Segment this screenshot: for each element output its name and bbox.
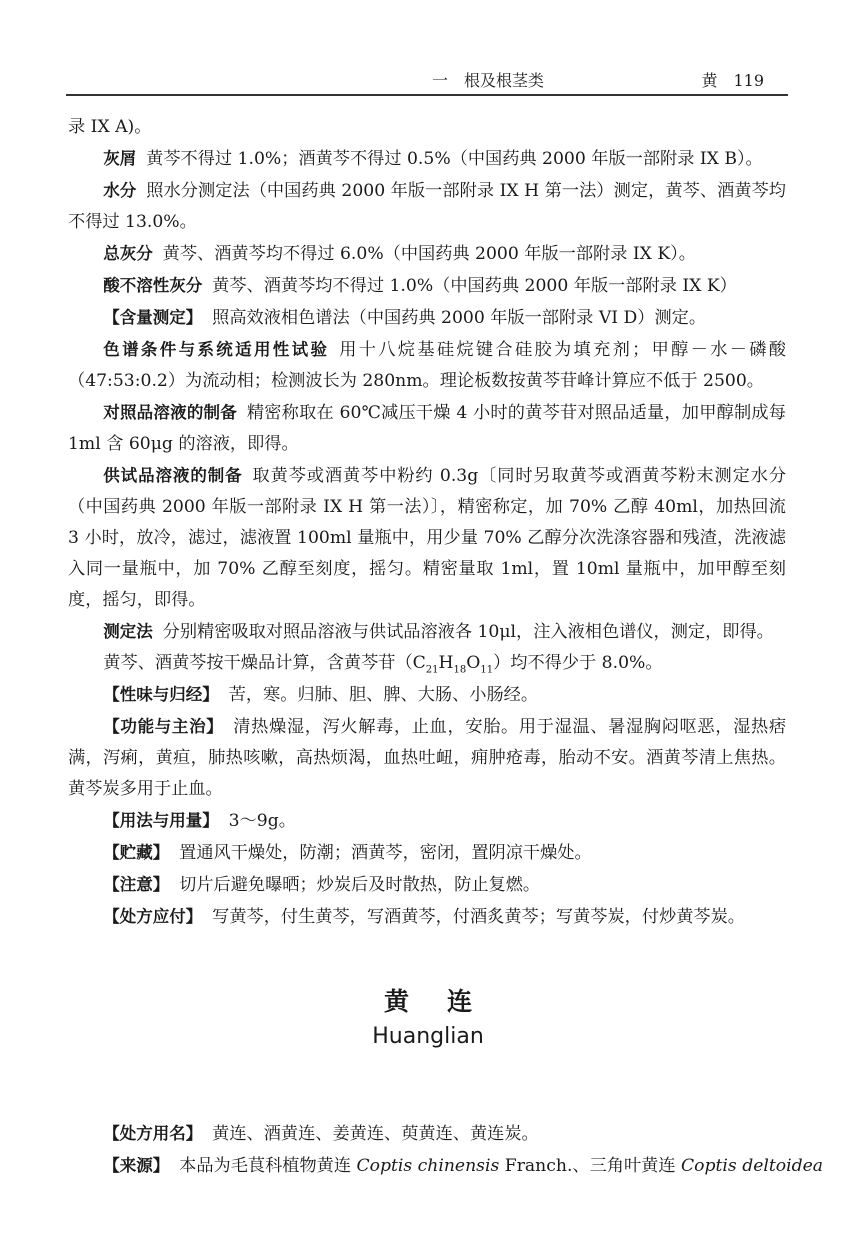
running-header — [66, 62, 788, 96]
section-label: 【功能与主治】 — [103, 717, 224, 736]
section-label: 灰屑 — [103, 149, 137, 168]
section-label: 供试品溶液的制备 — [103, 466, 243, 485]
section-text: 黄芩、酒黄芩均不得过 6.0%（中国药典 2000 年版一部附录 IX K）。 — [162, 244, 696, 264]
section-text: 置通风干燥处，防潮；酒黄芩，密闭，置阴凉干燥处。 — [179, 843, 592, 863]
section-text: 照高效液相色谱法（中国药典 2000 年版一部附录 VI D）测定。 — [212, 308, 707, 328]
entry-title: 黄连 — [383, 987, 510, 1016]
continuation-line: 录 IX A)。 — [68, 117, 152, 137]
content-result-paragraph: 黄芩、酒黄芩按干燥品计算，含黄芩苷$(C_{21}H_{18}O_{11})$均不得少于 8.0%。 — [103, 653, 663, 676]
section-paragraph — [68, 869, 786, 901]
section-paragraph — [68, 302, 786, 334]
section-text: 苦，寒。归肺、胆、脾、大肠、小肠经。 — [228, 685, 539, 705]
section-label: 【处方应付】 — [103, 907, 203, 926]
section-paragraph — [68, 175, 786, 238]
section-label: 总灰分 — [103, 244, 153, 263]
section-paragraph — [68, 334, 786, 397]
section-label: 【贮藏】 — [103, 843, 170, 862]
section-text: 取黄芩或酒黄芩中粉约 0.3g〔同时另取黄芩或酒黄芩粉末测定水分（中国药典 2000 年版一部附录 IX H 第一法）〕，精密称定，加 70% 乙醇 40ml，加热回流 3 小时，放冷，滤过，滤液置 100ml 量瓶中，用少量 70% 乙醇分次洗涤容器和残渣，洗液滤入同一量瓶中，加 70% 乙醇至刻度，摇匀。精密量取 1ml，置 10ml 量瓶中，加甲醇至刻度，摇匀，即得。 — [68, 466, 787, 610]
section-paragraph — [68, 679, 786, 711]
section-text: 黄芩不得过 1.0%；酒黄芩不得过 0.5%（中国药典 2000 年版一部附录 IX B）。 — [146, 149, 763, 169]
section-text: 精密称取在 60℃减压干燥 4 小时的黄芩苷对照品适量，加甲醇制成每 1ml 含 60μg 的溶液，即得。 — [68, 403, 786, 454]
section-paragraph — [68, 238, 786, 270]
section-title: 一 根及根茎类 — [432, 71, 545, 90]
section-label: 【性味与归经】 — [103, 685, 219, 704]
page-number: 黄 119 — [701, 71, 764, 90]
section-text: 照水分测定法（中国药典 2000 年版一部附录 IX H 第一法）测定，黄芩、酒黄芩均不得过 13.0%。 — [68, 181, 786, 232]
section-paragraph — [68, 837, 786, 869]
section-paragraph — [68, 901, 786, 933]
section-label: 水分 — [103, 181, 137, 200]
prescription-names-paragraph: 【处方用名】 黄连、酒黄连、姜黄连、萸黄连、黄连炭。 — [103, 1124, 539, 1144]
entry-pinyin: Huanglian — [372, 1024, 484, 1049]
section-label: 对照品溶液的制备 — [103, 403, 237, 422]
source-paragraph: 【来源】 本品为毛茛科植物黄连 Coptis chinensis Franch.、三角叶黄连 Coptis deltoidea — [103, 1156, 824, 1176]
section-text: 用十八烷基硅烷键合硅胶为填充剂；甲醇－水－磷酸（47:53:0.2）为流动相；检测波长为 280nm。理论板数按黄芩苷峰计算应不低于 2500。 — [68, 340, 786, 391]
section-paragraph — [68, 711, 786, 805]
section-paragraph — [68, 616, 786, 648]
section-paragraph — [68, 805, 786, 837]
entry-text — [68, 1118, 824, 1182]
section-text: 切片后避免曝晒；炒炭后及时散热，防止复燃。 — [179, 875, 541, 895]
section-label: 【用法与用量】 — [103, 811, 219, 830]
main-text — [68, 112, 786, 933]
section-paragraph — [68, 460, 786, 616]
section-text: 写黄芩，付生黄芩，写酒黄芩，付酒炙黄芩；写黄芩炭，付炒黄芩炭。 — [212, 907, 745, 927]
section-label: 色谱条件与系统适用性试验 — [103, 340, 330, 359]
section-text: 分别精密吸取对照品溶液与供试品溶液各 10μl，注入液相色谱仪，测定，即得。 — [162, 622, 774, 642]
section-text: 清热燥湿，泻火解毒，止血，安胎。用于湿温、暑湿胸闷呕恶，湿热痞满，泻痢，黄疸，肺热咳嗽，高热烦渴，血热吐衄，痈肿疮毒，胎动不安。酒黄芩清上焦热。黄芩炭多用于止血。 — [68, 717, 787, 799]
section-paragraph — [68, 143, 786, 175]
section-paragraph — [68, 270, 786, 302]
section-text: 3～9g。 — [228, 811, 296, 831]
section-label: 【含量测定】 — [103, 308, 203, 327]
section-label: 酸不溶性灰分 — [103, 276, 203, 295]
section-label: 测定法 — [103, 622, 153, 641]
section-text: 黄芩、酒黄芩均不得过 1.0%（中国药典 2000 年版一部附录 IX K） — [212, 276, 737, 296]
section-label: 【注意】 — [103, 875, 170, 894]
section-paragraph — [68, 397, 786, 460]
